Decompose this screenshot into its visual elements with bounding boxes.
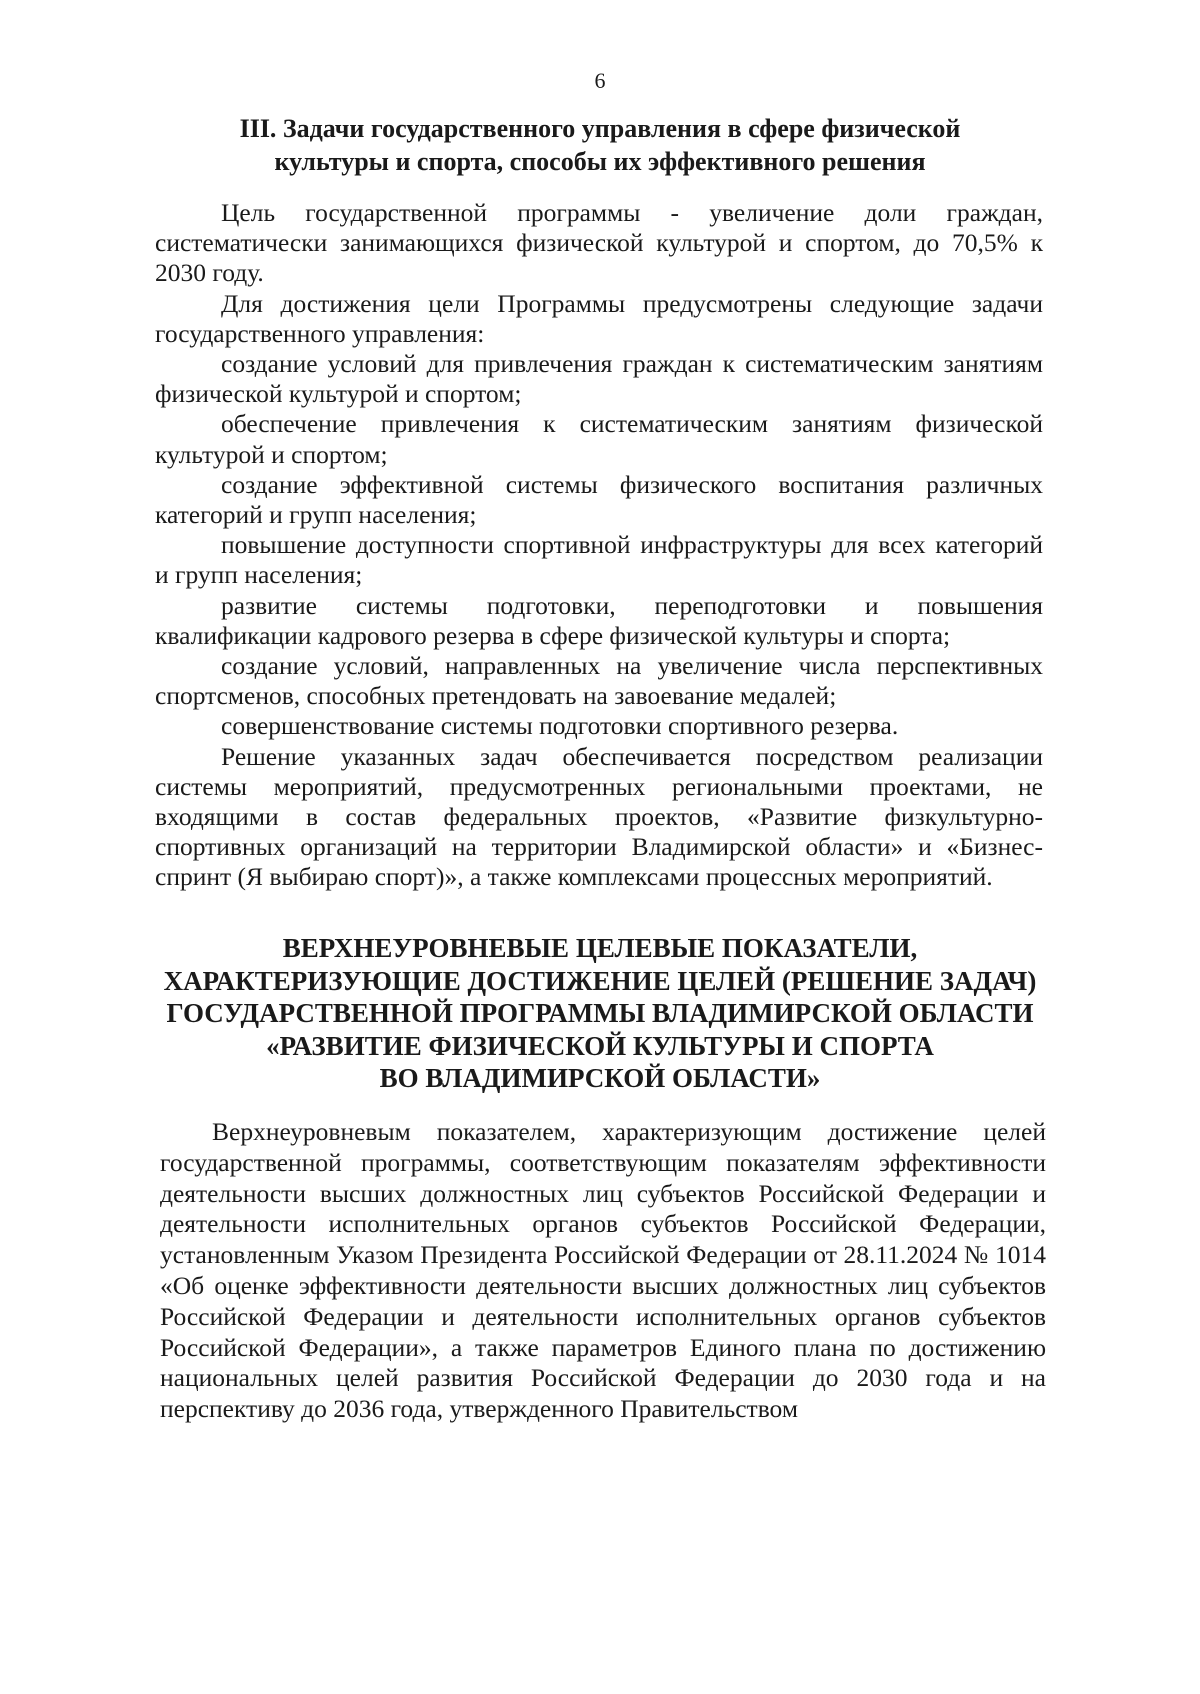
task-item: обеспечение привлечения к систематическим занятиям физической культурой и спортом; [155,409,1043,469]
indicators-heading-line: «РАЗВИТИЕ ФИЗИЧЕСКОЙ КУЛЬТУРЫ И СПОРТА [266,1030,934,1061]
paragraph-indicators: Верхнеуровневым показателем, характеризующим достижение целей государственной программы, соответствующим показателям эффективности деятельности высших должностных лиц субъектов Российской Федерации и деятельности исполнительных органов субъектов Российской Федерации, установленным Указом Президента Российской Федерации от 28.11.2024 № 1014 «Об оценке эффективности деятельности высших должностных лиц субъектов Российской Федерации и деятельности исполнительных органов субъектов Российской Федерации», а также параметров Единого плана по достижению национальных целей развития Российской Федерации до 2030 года и на перспективу до 2036 года, утвержденного Правительством [160,1117,1046,1424]
indicators-heading-line: ВО ВЛАДИМИРСКОЙ ОБЛАСТИ» [379,1063,821,1093]
section-heading [160,112,1040,178]
task-item: развитие системы подготовки, переподготовки и повышения квалификации кадрового резерва в сфере физической культуры и спорта; [155,590,1043,650]
paragraph-tasks-intro: Для достижения цели Программы предусмотрены следующие задачи государственного управления: [155,288,1043,348]
section-heading-line: III. Задачи государственного управления в сфере физической [239,114,961,143]
paragraph-goal: Цель государственной программы - увеличение доли граждан, систематически занимающихся физической культурой и спортом, до 70,5% к 2030 году. [155,198,1043,288]
page-number: 6 [594,68,606,93]
task-item: повышение доступности спортивной инфраструктуры для всех категорий и групп населения; [155,530,1043,590]
paragraph-implementation: Решение указанных задач обеспечивается посредством реализации системы мероприятий, предусмотренных региональными проектами, не входящими в состав федеральных проектов, «Развитие физкультурно-спортивных организаций на территории Владимирской области» и «Бизнес-спринт (Я выбираю спорт)», а также комплексами процессных мероприятий. [155,741,1043,892]
task-item: создание условий, направленных на увеличение числа перспективных спортсменов, способных претендовать на завоевание медалей; [155,651,1043,711]
indicators-heading-line: ВЕРХНЕУРОВНЕВЫЕ ЦЕЛЕВЫЕ ПОКАЗАТЕЛИ, [282,933,918,963]
indicators-heading [150,932,1050,1095]
indicators-heading-line: ГОСУДАРСТВЕННОЙ ПРОГРАММЫ ВЛАДИМИРСКОЙ ОБЛАСТИ [166,998,1034,1028]
indicators-heading-line: ХАРАКТЕРИЗУЮЩИЕ ДОСТИЖЕНИЕ ЦЕЛЕЙ (РЕШЕНИЕ ЗАДАЧ) [163,965,1037,996]
section-body [155,198,1043,893]
task-item: совершенствование системы подготовки спортивного резерва. [221,711,899,741]
task-item: создание эффективной системы физического воспитания различных категорий и групп населения; [155,469,1043,530]
indicators-body [160,1117,1046,1425]
section-heading-line: культуры и спорта, способы их эффективного решения [274,147,926,176]
task-item: создание условий для привлечения граждан к систематическим занятиям физической культурой и спортом; [155,349,1043,409]
